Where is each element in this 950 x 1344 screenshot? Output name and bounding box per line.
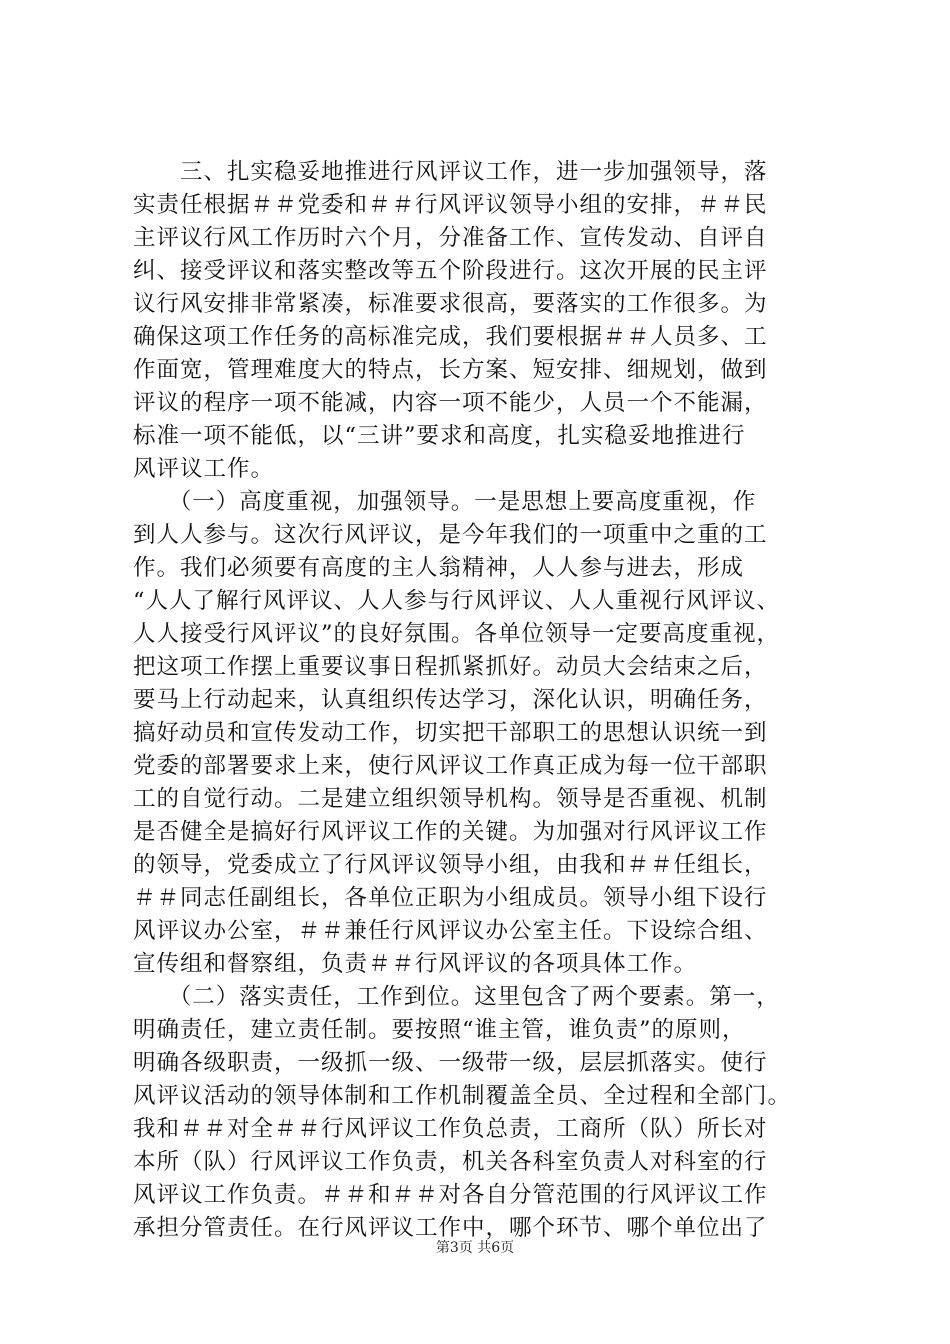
text-line: 到人人参与。这次行风评议，是今年我们的一项重中之重的工 (133, 522, 768, 548)
text-line: 的领导，党委成立了行风评议领导小组，由我和＃＃任组长， (133, 852, 768, 878)
text-line: 是否健全是搞好行风评议工作的关键。为加强对行风评议工作 (133, 819, 768, 845)
text-line: 三、扎实稳妥地推进行风评议工作，进一步加强领导，落 (133, 159, 768, 185)
text-line: 党委的部署要求上来，使行风评议工作真正成为每一位干部职 (133, 753, 768, 779)
text-line: 标准一项不能低，以“三讲”要求和高度，扎实稳妥地推进行 (133, 423, 746, 449)
text-line: （一）高度重视，加强领导。一是思想上要高度重视，作 (133, 489, 757, 515)
text-line: 议行风安排非常紧凑，标准要求很高，要落实的工作很多。为 (133, 291, 768, 317)
text-line: 风评议工作负责。＃＃和＃＃对各自分管范围的行风评议工作 (133, 1182, 768, 1208)
text-line: 确保这项工作任务的高标准完成，我们要根据＃＃人员多、工 (133, 324, 768, 350)
text-line: “人人了解行风评议、人人参与行风评议、人人重视行风评议、 (133, 588, 781, 614)
text-line: 人人接受行风评议”的良好氛围。各单位领导一定要高度重视， (133, 621, 781, 647)
text-line: 要马上行动起来，认真组织传达学习，深化认识，明确任务， (133, 687, 768, 713)
text-line: 把这项工作摆上重要议事日程抓紧抓好。动员大会结束之后， (133, 654, 768, 680)
body-text (133, 156, 833, 1245)
text-line: 风评议工作。 (133, 456, 275, 482)
text-line: 明确责任，建立责任制。要按照“谁主管，谁负责”的原则， (133, 1017, 746, 1043)
text-line: 风评议活动的领导体制和工作机制覆盖全员、全过程和全部门。 (133, 1083, 792, 1109)
text-line: 风评议办公室，＃＃兼任行风评议办公室主任。下设综合组、 (133, 918, 768, 944)
text-line: 实责任根据＃＃党委和＃＃行风评议领导小组的安排，＃＃民 (133, 192, 768, 218)
text-line: 宣传组和督察组，负责＃＃行风评议的各项具体工作。 (133, 951, 698, 977)
text-line: 作面宽，管理难度大的特点，长方案、短安排、细规划，做到 (133, 357, 768, 383)
text-line: 搞好动员和宣传发动工作，切实把干部职工的思想认识统一到 (133, 720, 768, 746)
text-line: 承担分管责任。在行风评议工作中，哪个环节、哪个单位出了 (133, 1215, 768, 1241)
text-line: （二）落实责任，工作到位。这里包含了两个要素。第一， (133, 984, 780, 1010)
text-line: 作。我们必须要有高度的主人翁精神，人人参与进去，形成 (133, 555, 745, 581)
text-line: ＃＃同志任副组长，各单位正职为小组成员。领导小组下设行 (133, 885, 768, 911)
text-line: 评议的程序一项不能减，内容一项不能少，人员一个不能漏， (133, 390, 768, 416)
text-line: 纠、接受评议和落实整改等五个阶段进行。这次开展的民主评 (133, 258, 768, 284)
text-line: 明确各级职责，一级抓一级、一级带一级，层层抓落实。使行 (133, 1050, 768, 1076)
text-line: 工的自觉行动。二是建立组织领导机构。领导是否重视、机制 (133, 786, 768, 812)
text-line: 主评议行风工作历时六个月，分准备工作、宣传发动、自评自 (133, 225, 768, 251)
text-line: 我和＃＃对全＃＃行风评议工作负总责，工商所（队）所长对 (133, 1116, 768, 1142)
page-footer: 第3页 共6页 (435, 1240, 515, 1256)
text-line: 本所（队）行风评议工作负责，机关各科室负责人对科室的行 (133, 1149, 768, 1175)
